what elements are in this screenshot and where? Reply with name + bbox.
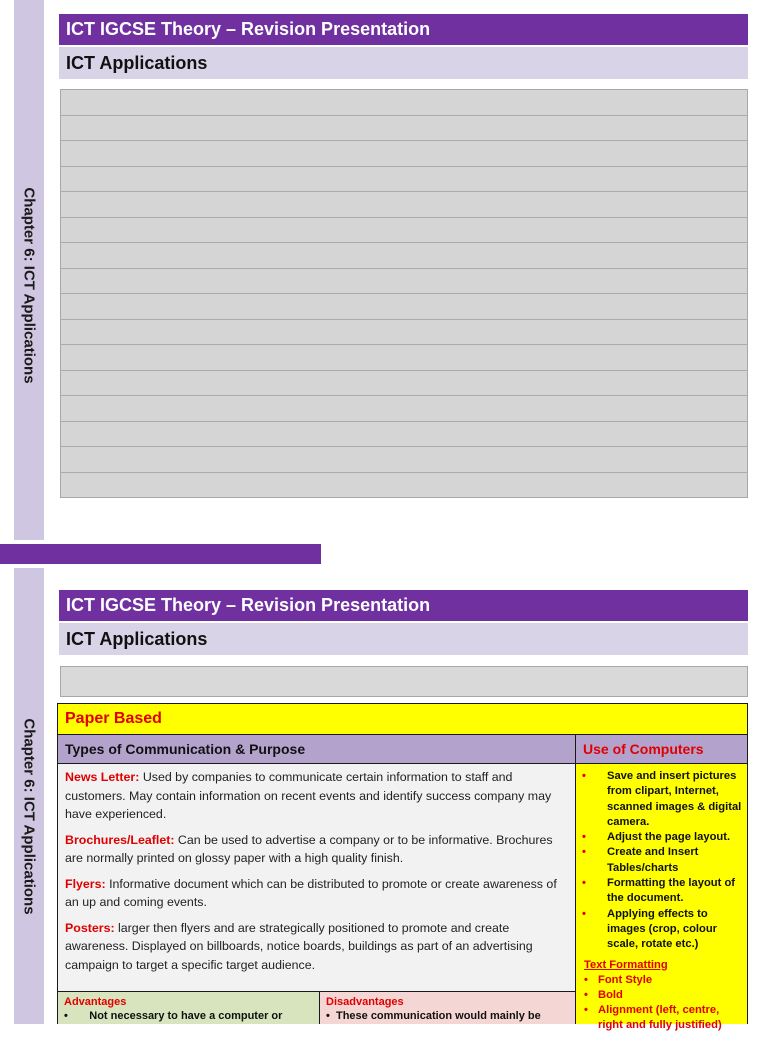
type-item-brochures: Brochures/Leaflet: Can be used to advertise a company or to be informative. Brochures are normally printed on glossy paper with a high quality finish. <box>65 832 553 865</box>
note-line <box>61 269 747 295</box>
note-line <box>61 345 747 371</box>
text-formatting-item: • Alignment (left, centre, right and fully justified) <box>584 1003 743 1034</box>
paper-based-table <box>57 703 748 1032</box>
use-item: • Adjust the page layout. <box>582 830 743 845</box>
note-line <box>61 218 747 244</box>
advantages-cell <box>58 992 320 1024</box>
slide1-title: ICT IGCSE Theory – Revision Presentation <box>59 14 748 45</box>
text-formatting-item: • Font Style <box>584 973 743 988</box>
note-line <box>61 167 747 193</box>
note-line <box>61 243 747 269</box>
advantages-disadvantages-row <box>58 991 575 1024</box>
types-heading: Types of Communication & Purpose <box>58 735 575 764</box>
advantage-item: • Not necessary to have a computer or <box>64 1010 283 1022</box>
advantages-title: Advantages <box>64 996 127 1008</box>
note-line <box>61 116 747 142</box>
type-item-flyers: Flyers: Informative document which can be distributed to promote or create awareness of an up and coming events. <box>65 876 557 909</box>
slide1-subtitle: ICT Applications <box>59 47 748 79</box>
use-of-computers-column <box>576 735 747 1032</box>
disadvantage-item: • These communication would mainly be <box>326 1010 541 1022</box>
blank-note-box <box>60 666 748 697</box>
note-line <box>61 294 747 320</box>
disadvantages-title: Disadvantages <box>326 996 404 1008</box>
note-line <box>61 473 747 499</box>
use-of-computers-heading: Use of Computers <box>576 735 747 764</box>
use-of-computers-list <box>576 764 747 953</box>
use-item: • Formatting the layout of the document. <box>582 876 743 907</box>
blank-notes-lines <box>60 89 748 498</box>
type-item-newsletter: News Letter: Used by companies to communicate certain information to staff and customers. May contain information on recent events and identify success company may have experienced. <box>65 770 552 821</box>
slide-separator <box>0 544 321 564</box>
slide2-side-label: Chapter 6: ICT Applications <box>20 717 38 915</box>
note-line <box>61 320 747 346</box>
slide2-title: ICT IGCSE Theory – Revision Presentation <box>59 590 748 621</box>
paper-based-heading: Paper Based <box>58 704 747 735</box>
text-formatting-item: • Bold <box>584 988 743 1003</box>
note-line <box>61 90 747 116</box>
note-line <box>61 141 747 167</box>
slide2-subtitle: ICT Applications <box>59 623 748 655</box>
note-line <box>61 192 747 218</box>
note-line <box>61 371 747 397</box>
use-item: • Create and Insert Tables/charts <box>582 845 743 876</box>
note-line <box>61 396 747 422</box>
note-line <box>61 422 747 448</box>
slide1-side-label: Chapter 6: ICT Applications <box>20 186 38 384</box>
use-item: • Save and insert pictures from clipart, Internet, scanned images & digital camera. <box>582 769 743 830</box>
disadvantages-cell <box>320 992 575 1024</box>
type-item-posters: Posters: larger then flyers and are strategically positioned to promote and create awareness. Displayed on billboards, notice boards, buildings as part of an advertising campaign to target a specific target audience. <box>65 920 533 972</box>
use-item: • Applying effects to images (crop, colour scale, rotate etc.) <box>582 907 743 953</box>
types-body <box>58 764 575 991</box>
note-line <box>61 447 747 473</box>
text-formatting-title: Text Formatting <box>584 958 668 971</box>
types-column <box>58 735 576 1024</box>
text-formatting-list <box>576 973 747 1034</box>
